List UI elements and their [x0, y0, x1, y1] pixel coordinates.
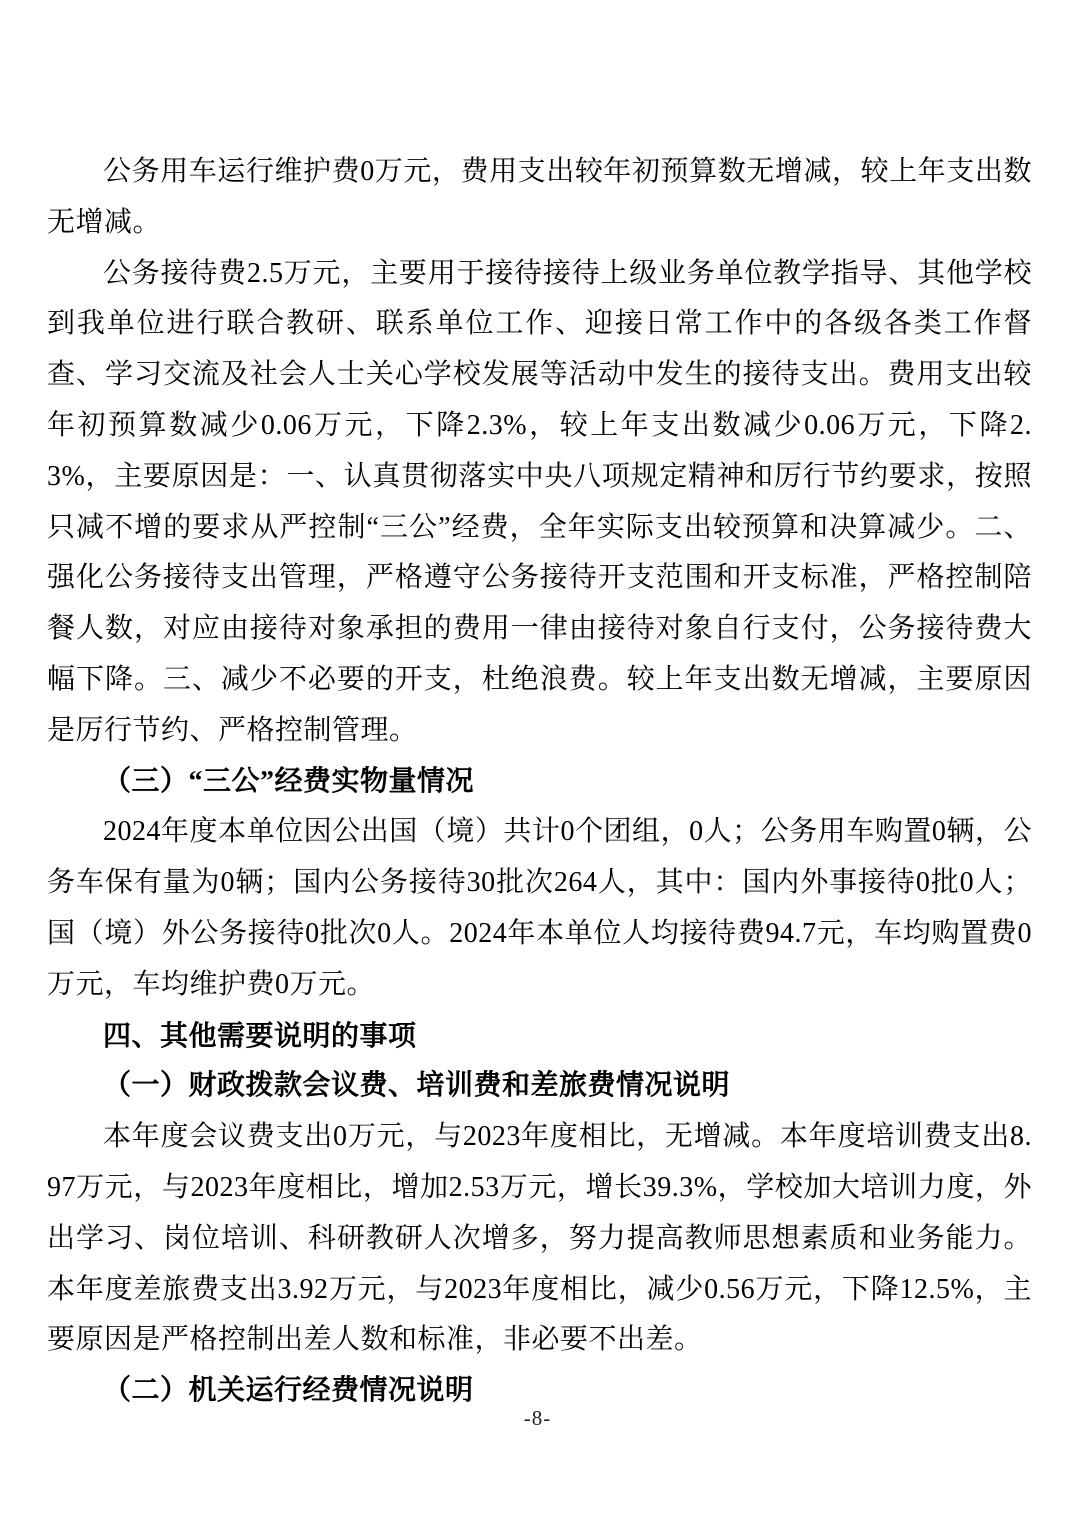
page-number: -8- — [523, 1406, 552, 1430]
paragraph-official-reception-fee: 公务接待费2.5万元，主要用于接待接待上级业务单位教学指导、其他学校到我单位进行联合教研、联系单位工作、迎接日常工作中的各级各类工作督查、学习交流及社会人士关心学校发展等活动中发生的接待支出。费用支出较年初预算数减少0.06万元，下降2.3%，较上年支出数减少0.06万元，下降2.3%，主要原因是：一、认真贯彻落实中央八项规定精神和厉行节约要求，按照只减不增的要求从严控制“三公”经费，全年实际支出较预算和决算减少。二、强化公务接待支出管理，严格遵守公务接待开支范围和开支标准，严格控制陪餐人数，对应由接待对象承担的费用一律由接待对象自行支付，公务接待费大幅下降。三、减少不必要的开支，杜绝浪费。较上年支出数无增减，主要原因是厉行节约、严格控制管理。 — [47, 257, 1032, 746]
heading-meeting-training-travel-fees: （一）财政拨款会议费、培训费和差旅费情况说明 — [103, 1070, 731, 1102]
paragraph-vehicle-maintenance-fee: 公务用车运行维护费0万元，费用支出较年初预算数无增减，较上年支出数无增减。 — [47, 156, 1032, 238]
heading-agency-operation-expense: （二）机关运行经费情况说明 — [103, 1375, 474, 1407]
paragraph-meeting-training-travel-details: 本年度会议费支出0万元，与2023年度相比，无增减。本年度培训费支出8.97万元，与2023年度相比，增加2.53万元，增长39.3%，学校加大培训力度，外出学习、岗位培训、科研教研人次增多，努力提高教师思想素质和业务能力。本年度差旅费支出3.92万元，与2023年度相比，减少0.56万元，下降12.5%，主要原因是严格控制出差人数和标准，非必要不出差。 — [47, 1121, 1032, 1356]
heading-section-four-other-matters: 四、其他需要说明的事项 — [103, 1019, 417, 1051]
document-body — [47, 147, 1032, 1417]
paragraph-physical-quantity-details: 2024年度本单位因公出国（境）共计0个团组，0人；公务用车购置0辆，公务车保有量为0辆；国内公务接待30批次264人，其中：国内外事接待0批0人；国（境）外公务接待0批次0人。2024年本单位人均接待费94.7元，车均购置费0万元，车均维护费0万元。 — [47, 816, 1032, 1000]
heading-three-public-physical-quantity: （三）“三公”经费实物量情况 — [103, 765, 475, 797]
